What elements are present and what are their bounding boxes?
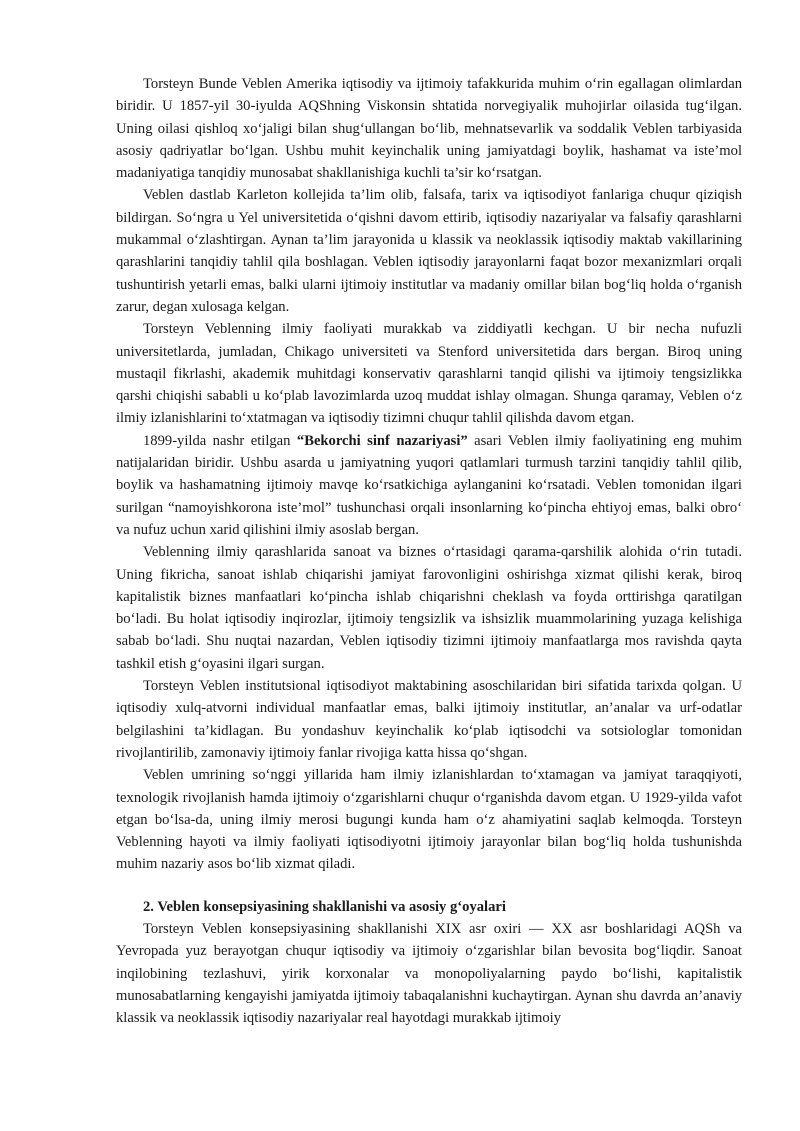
document-page [116, 73, 742, 1029]
book-title: “Bekorchi sinf nazariyasi” [296, 432, 468, 449]
paragraph-section-intro: Torsteyn Veblen konsepsiyasining shakllanishi XIX asr oxiri — XX asr boshlaridagi AQSh va Yevropada yuz berayotgan chuqur iqtisodiy va ijtimoiy o‘zgarishlar bilan bevosita bog‘liqdir. Sanoat inqilobining tezlashuvi, yirik korxonalar va monopoliyalarning paydo bo‘lishi, kapitalistik munosabatlarning kengayishi jamiyatda ijtimoiy tabaqalanishni kuchaytirgan. Aynan shu davrda an’anaviy klassik va neoklassik iqtisodiy nazariyalar real hayotdagi murakkab ijtimoiy [116, 920, 742, 1027]
text-run: 1899-yilda nashr etilgan [143, 432, 297, 449]
paragraph-leisure-class-theory [116, 430, 742, 541]
paragraph-institutional-school: Torsteyn Veblen institutsional iqtisodiyot maktabining asoschilaridan biri sifatida tarixda qolgan. U iqtisodiy xulq-atvorni individual manfaatlar emas, balki ijtimoiy institutlar, an’analar va urf-odatlar belgilashini ta’kidlagan. Bu yondashuv keyinchalik ko‘plab iqtisodchi va sotsiologlar tomonidan rivojlantirilib, zamonaviy ijtimoiy fanlar rivojiga katta hissa qo‘shgan. [116, 678, 742, 761]
paragraph-education: Veblen dastlab Karleton kollejida ta’lim olib, falsafa, tarix va iqtisodiyot fanlariga chuqur qiziqish bildirgan. So‘ngra u Yel universitetida o‘qishni davom ettirib, iqtisodiy nazariyalar va falsafiy qarashlarni mukammal o‘zlashtirgan. Aynan ta’lim jarayonida u klassik va neoklassik iqtisodiy maktab vakillarining qarashlarini tanqidiy tahlil qila boshlagan. Veblen iqtisodiy jarayonlarni faqat bozor mexanizmlari orqali tushuntirish yetarli emas, balki ularni ijtimoiy institutlar va madaniy omillar bilan bog‘liq holda o‘rganish zarur, degan xulosaga kelgan. [116, 187, 742, 315]
section-heading: 2. Veblen konsepsiyasining shakllanishi va asosiy g‘oyalari [143, 898, 506, 915]
paragraph-academic-career: Torsteyn Veblenning ilmiy faoliyati murakkab va ziddiyatli kechgan. U bir necha nufuzli universitetlarda, jumladan, Chikago universiteti va Stenford universitetida dars bergan. Biroq uning mustaqil fikrlashi, akademik muhitdagi konservativ qarashlarni tanqid qilishi va ijtimoiy tengsizlikka qarshi chiqishi sababli u ko‘plab lavozimlarda uzoq muddat ishlay olmagan. Shunga qaramay, Veblen o‘z ilmiy izlanishlarini to‘xtatmagan va iqtisodiy tizimni chuqur tahlil qilishda davom etgan. [116, 321, 742, 427]
paragraph-industry-vs-business: Veblenning ilmiy qarashlarida sanoat va biznes o‘rtasidagi qarama-qarshilik alohida o‘rin tutadi. Uning fikricha, sanoat ishlab chiqarishi jamiyat farovonligini oshirishga xizmat qilishi kerak, biroq kapitalistik biznes manfaatlari ko‘pincha ishlab chiqarishni cheklash va foyda orttirishga qaratilgan bo‘ladi. Bu holat iqtisodiy inqirozlar, ijtimoiy tengsizlik va ishsizlik muammolarining yuzaga kelishiga sabab bo‘ladi. Shu nuqtai nazardan, Veblen iqtisodiy tizimni ijtimoiy manfaatlarga mos ravishda qayta tashkil etish g‘oyasini ilgari surgan. [116, 544, 742, 672]
text-run: asari Veblen ilmiy faoliyatining eng muhim natijalaridan biridir. Ushbu asarda u jamiyatning yuqori qatlamlari turmush tarzini tanqidiy tahlil qilib, boylik va hashamatning ijtimoiy mavqe ko‘rsatkichiga aylanganini ko‘rsatadi. Veblen tomonidan ilgari surilgan “namoyishkorona iste’mol” tushunchasi orqali insonlarning ko‘pincha ehtiyoj emas, balki obro‘ va nufuz uchun xarid qilishini ilmiy asoslab bergan. [116, 432, 743, 538]
paragraph-biography-intro: Torsteyn Bunde Veblen Amerika iqtisodiy va ijtimoiy tafakkurida muhim o‘rin egallagan olimlardan biridir. U 1857-yil 30-iyulda AQShning Viskonsin shtatida norvegiyalik muhojirlar oilasida tug‘ilgan. Uning oilasi qishloq xo‘jaligi bilan shug‘ullangan bo‘lib, mehnatsevarlik va soddalik Veblen tarbiyasida asosiy qadriyatlar bo‘lgan. Ushbu muhit keyinchalik uning jamiyatdagi boylik, hashamat va iste’mol madaniyatiga tanqidiy munosabat shakllanishiga kuchli ta’sir ko‘rsatgan. [116, 76, 742, 182]
paragraph-later-years: Veblen umrining so‘nggi yillarida ham ilmiy izlanishlardan to‘xtamagan va jamiyat taraqqiyoti, texnologik rivojlanish hamda ijtimoiy o‘zgarishlarni chuqur o‘rganishda davom etgan. U 1929-yilda vafot etgan bo‘lsa-da, uning ilmiy merosi bugungi kunda ham o‘z ahamiyatini saqlab kelmoqda. Torsteyn Veblenning hayoti va ilmiy faoliyati iqtisodiyotni ijtimoiy jarayonlar bilan bog‘liq holda tushunishda muhim nazariy asos bo‘lib xizmat qiladi. [116, 767, 742, 873]
